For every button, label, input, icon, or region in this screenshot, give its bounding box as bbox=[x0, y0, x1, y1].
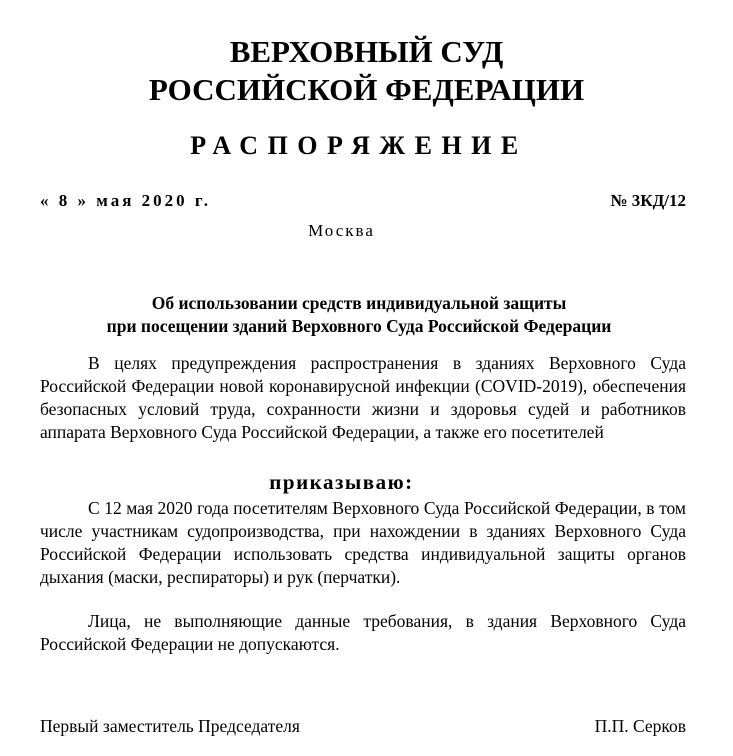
order-item-2-paragraph: Лица, не выполняющие данные требования, в здания Верховного Суда Российской Федерации не допускаются. bbox=[40, 611, 686, 654]
order-item-1-paragraph: С 12 мая 2020 года посетителям Верховного Суда Российской Федерации, в том числе участникам судопроизводства, при нахождении в зданиях Верховного Суда Российской Федерации использовать средства индивидуальной защиты органов дыхания (маски, респираторы) и рук (перчатки). bbox=[40, 498, 686, 587]
signature-row bbox=[40, 715, 686, 739]
signer-name: П.П. Серков bbox=[594, 716, 686, 736]
court-name bbox=[0, 33, 733, 109]
subject-line2: при посещении зданий Верховного Суда Российской Федерации bbox=[106, 316, 612, 336]
document-number: № 3КД/12 bbox=[610, 191, 686, 210]
document-city: Москва bbox=[308, 221, 375, 240]
document-type-heading: РАСПОРЯЖЕНИЕ bbox=[190, 131, 528, 160]
signer-title: Первый заместитель Председателя bbox=[40, 716, 300, 736]
date-number-row bbox=[40, 190, 686, 212]
document-subject bbox=[0, 292, 718, 338]
court-name-line1: ВЕРХОВНЫЙ СУД bbox=[229, 34, 504, 69]
court-name-line2: РОССИЙСКОЙ ФЕДЕРАЦИИ bbox=[148, 72, 585, 107]
document-date: « 8 » мая 2020 г. bbox=[40, 191, 211, 210]
preamble-paragraph: В целях предупреждения распространения в зданиях Верховного Суда Российской Федерации новой коронавирусной инфекции (COVID-2019), обеспечения безопасных условий труда, сохранности жизни и здоровья судей и работников аппарата Верховного Суда Российской Федерации, а также его посетителей bbox=[40, 353, 686, 442]
subject-line1: Об использовании средств индивидуальной защиты bbox=[151, 293, 567, 313]
order-word: приказываю: bbox=[269, 470, 414, 494]
